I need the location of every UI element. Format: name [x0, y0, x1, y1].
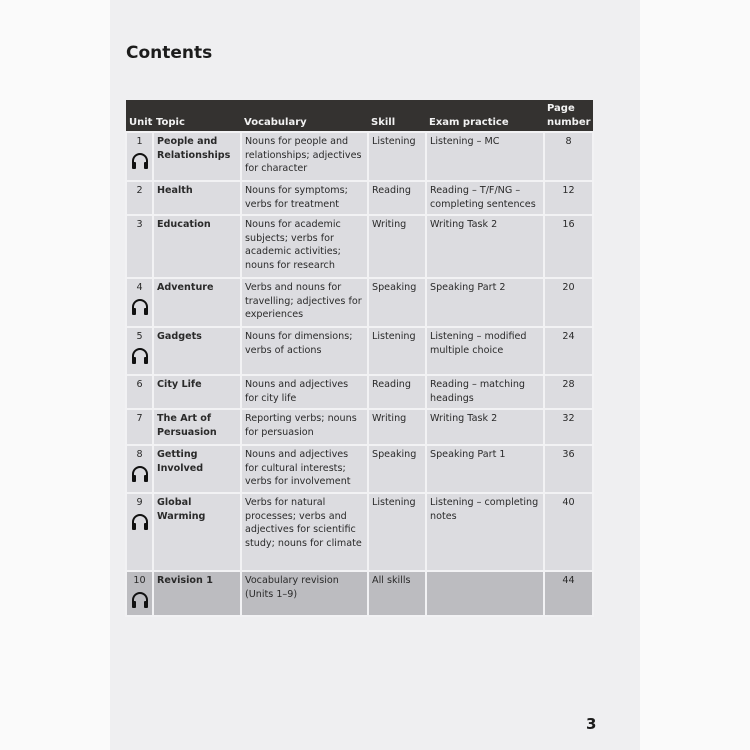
table-row [126, 132, 593, 181]
vocabulary-cell-text: Vocabulary revision (Units 1–9) [245, 575, 339, 600]
skill-cell [368, 327, 426, 375]
page-number-cell-text: 24 [562, 331, 575, 342]
topic-cell-text: Health [157, 185, 193, 196]
skill-cell-text: Reading [372, 185, 411, 196]
skill-cell-text: Writing [372, 219, 407, 230]
vocabulary-cell [241, 215, 368, 278]
skill-cell-text: Speaking [372, 449, 417, 460]
header-skill: Skill [368, 100, 426, 132]
unit-cell-text: 1 [136, 136, 143, 147]
skill-cell-text: Listening [372, 331, 416, 342]
skill-cell [368, 375, 426, 409]
page-number-cell-text: 44 [562, 575, 575, 586]
vocabulary-cell [241, 375, 368, 409]
page-number-cell-text: 40 [562, 497, 575, 508]
page-number-cell [544, 445, 593, 493]
vocabulary-cell [241, 132, 368, 181]
topic-cell [153, 409, 241, 445]
headphones-icon [131, 591, 149, 608]
vocabulary-cell-text: Nouns for people and relationships; adjectives for character [245, 136, 362, 175]
unit-cell [126, 181, 153, 215]
topic-cell [153, 278, 241, 327]
vocabulary-cell-text: Verbs for natural processes; verbs and adjectives for scientific study; nouns for climate [245, 497, 362, 549]
skill-cell [368, 278, 426, 327]
headphones-icon [131, 298, 149, 315]
table-row [126, 181, 593, 215]
topic-cell [153, 445, 241, 493]
unit-cell-text: 10 [133, 575, 146, 586]
table-row [126, 375, 593, 409]
skill-cell-text: Listening [372, 136, 416, 147]
vocabulary-cell [241, 571, 368, 616]
skill-cell [368, 181, 426, 215]
vocabulary-cell [241, 181, 368, 215]
exam-practice-cell [426, 278, 544, 327]
page-number-cell [544, 215, 593, 278]
skill-cell [368, 493, 426, 571]
skill-cell [368, 571, 426, 616]
headphones-icon [131, 347, 149, 364]
page-number-cell [544, 493, 593, 571]
exam-practice-cell-text: Listening – MC [430, 136, 500, 147]
exam-practice-cell-text: Reading – matching headings [430, 379, 526, 404]
topic-cell [153, 375, 241, 409]
page-number-cell-text: 8 [565, 136, 572, 147]
page-number-cell [544, 132, 593, 181]
vocabulary-cell-text: Nouns for symptoms; verbs for treatment [245, 185, 348, 210]
page-number-cell [544, 278, 593, 327]
topic-cell-text: Gadgets [157, 331, 202, 342]
page-title: Contents [126, 43, 213, 63]
topic-cell-text: Global Warming [157, 497, 206, 522]
skill-cell [368, 215, 426, 278]
header-topic: Topic [153, 100, 241, 132]
exam-practice-cell [426, 571, 544, 616]
table-row [126, 445, 593, 493]
topic-cell [153, 327, 241, 375]
unit-cell [126, 375, 153, 409]
exam-practice-cell [426, 181, 544, 215]
page-number-cell-text: 16 [562, 219, 575, 230]
unit-cell [126, 571, 153, 616]
header-page-number: Page number [544, 100, 593, 132]
topic-cell-text: Education [157, 219, 211, 230]
unit-cell-text: 6 [136, 379, 143, 390]
exam-practice-cell-text: Writing Task 2 [430, 413, 498, 424]
unit-cell-text: 8 [136, 449, 143, 460]
table-row [126, 215, 593, 278]
skill-cell-text: Speaking [372, 282, 417, 293]
unit-cell-text: 3 [136, 219, 143, 230]
unit-cell [126, 132, 153, 181]
exam-practice-cell-text: Speaking Part 1 [430, 449, 506, 460]
exam-practice-cell [426, 375, 544, 409]
vocabulary-cell [241, 327, 368, 375]
skill-cell-text: Writing [372, 413, 407, 424]
page-number-cell [544, 181, 593, 215]
skill-cell-text: All skills [372, 575, 411, 586]
topic-cell [153, 215, 241, 278]
skill-cell [368, 445, 426, 493]
topic-cell-text: Revision 1 [157, 575, 213, 586]
vocabulary-cell-text: Nouns for dimensions; verbs of actions [245, 331, 353, 356]
topic-cell [153, 132, 241, 181]
unit-cell-text: 4 [136, 282, 143, 293]
headphones-icon [131, 465, 149, 482]
page-number-cell-text: 12 [562, 185, 575, 196]
skill-cell-text: Reading [372, 379, 411, 390]
exam-practice-cell [426, 445, 544, 493]
vocabulary-cell-text: Reporting verbs; nouns for persuasion [245, 413, 357, 438]
page-number-cell [544, 375, 593, 409]
exam-practice-cell-text: Listening – modified multiple choice [430, 331, 527, 356]
table-row [126, 493, 593, 571]
unit-cell [126, 215, 153, 278]
exam-practice-cell [426, 327, 544, 375]
unit-cell-text: 9 [136, 497, 143, 508]
exam-practice-cell-text: Writing Task 2 [430, 219, 498, 230]
unit-cell-text: 5 [136, 331, 143, 342]
exam-practice-cell [426, 409, 544, 445]
page-number-cell-text: 28 [562, 379, 575, 390]
unit-cell [126, 409, 153, 445]
exam-practice-cell [426, 132, 544, 181]
topic-cell [153, 181, 241, 215]
topic-cell-text: Getting Involved [157, 449, 204, 474]
page-number-cell-text: 36 [562, 449, 575, 460]
topic-cell-text: People and Relationships [157, 136, 231, 161]
vocabulary-cell-text: Verbs and nouns for travelling; adjectives for experiences [245, 282, 362, 321]
vocabulary-cell-text: Nouns and adjectives for city life [245, 379, 349, 404]
contents-table [125, 100, 594, 617]
exam-practice-cell-text: Listening – completing notes [430, 497, 539, 522]
page-number-cell-text: 32 [562, 413, 575, 424]
unit-cell [126, 493, 153, 571]
header-exam-practice: Exam practice [426, 100, 544, 132]
table-row [126, 327, 593, 375]
table-header-row [126, 100, 593, 132]
topic-cell [153, 493, 241, 571]
skill-cell-text: Listening [372, 497, 416, 508]
vocabulary-cell [241, 409, 368, 445]
vocabulary-cell [241, 278, 368, 327]
page-number-cell [544, 327, 593, 375]
vocabulary-cell [241, 493, 368, 571]
vocabulary-cell-text: Nouns and adjectives for cultural interests; verbs for involvement [245, 449, 351, 488]
exam-practice-cell [426, 215, 544, 278]
vocabulary-cell-text: Nouns for academic subjects; verbs for academic activities; nouns for research [245, 219, 341, 271]
topic-cell-text: The Art of Persuasion [157, 413, 217, 438]
header-unit: Unit [126, 100, 153, 132]
exam-practice-cell-text: Reading – T/F/NG – completing sentences [430, 185, 536, 210]
topic-cell-text: City Life [157, 379, 202, 390]
vocabulary-cell [241, 445, 368, 493]
headphones-icon [131, 152, 149, 169]
unit-cell [126, 278, 153, 327]
table-row [126, 278, 593, 327]
skill-cell [368, 409, 426, 445]
headphones-icon [131, 513, 149, 530]
page-number-cell [544, 409, 593, 445]
topic-cell [153, 571, 241, 616]
page-number-cell [544, 571, 593, 616]
header-vocabulary: Vocabulary [241, 100, 368, 132]
unit-cell-text: 2 [136, 185, 143, 196]
topic-cell-text: Adventure [157, 282, 214, 293]
unit-cell-text: 7 [136, 413, 143, 424]
unit-cell [126, 327, 153, 375]
exam-practice-cell-text: Speaking Part 2 [430, 282, 506, 293]
unit-cell [126, 445, 153, 493]
table-row [126, 571, 593, 616]
table-row [126, 409, 593, 445]
exam-practice-cell [426, 493, 544, 571]
skill-cell [368, 132, 426, 181]
page-number-cell-text: 20 [562, 282, 575, 293]
page-number: 3 [586, 715, 597, 733]
